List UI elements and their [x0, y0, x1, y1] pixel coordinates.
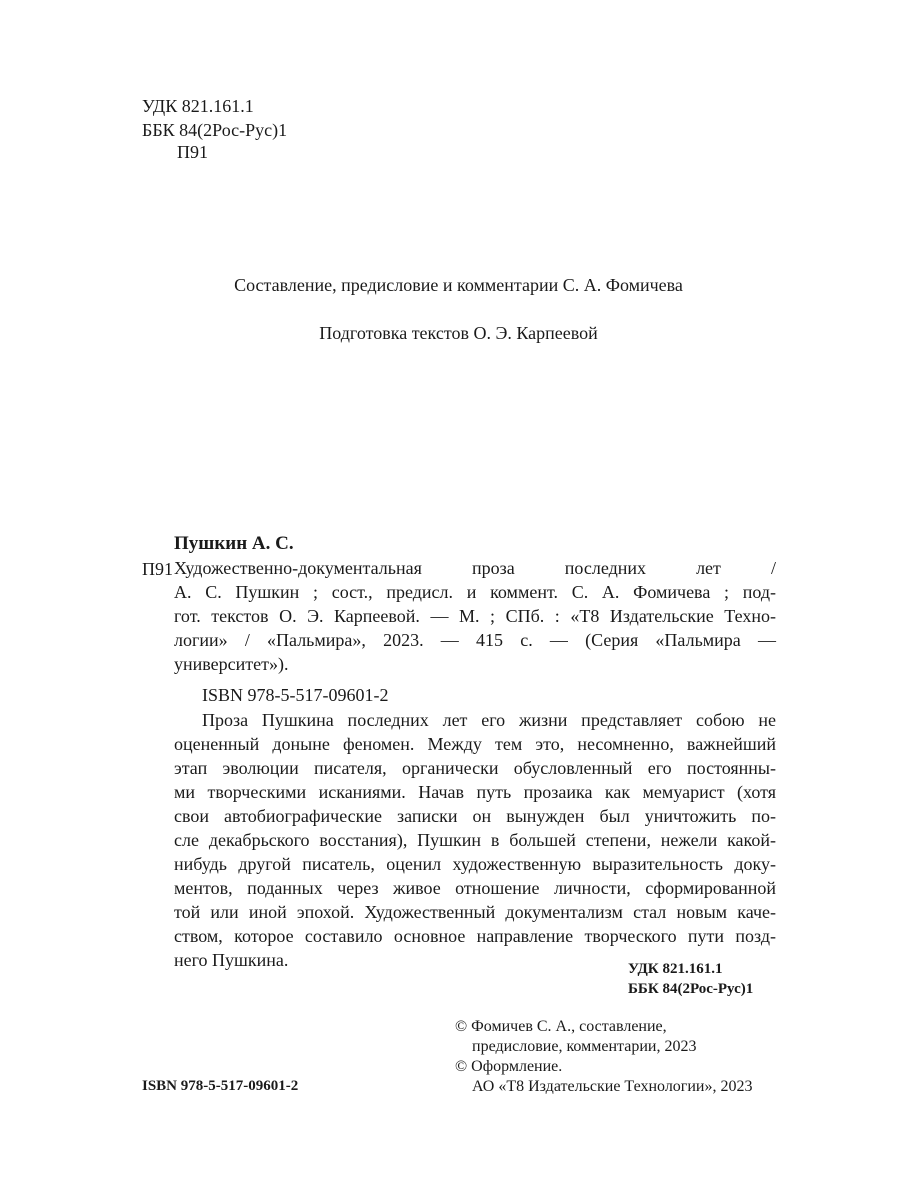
card-isbn: ISBN 978-5-517-09601-2	[202, 685, 389, 705]
copyright-line: АО «Т8 Издательские Технологии», 2023	[472, 1078, 753, 1095]
footer-udk: УДК 821.161.1	[628, 961, 723, 977]
text-preparation-credit: Подготовка текстов О. Э. Карпеевой	[319, 323, 598, 343]
card-description-line: Художественно-документальная проза последних лет /	[174, 558, 776, 578]
udk-classification: УДК 821.161.1	[142, 96, 254, 116]
annotation-line: сле декабрьского восстания), Пушкин в большей степени, нежели какой-	[174, 830, 776, 850]
card-description-line: гот. текстов О. Э. Карпеевой. — М. ; СПб. : «Т8 Издательские Техно-	[174, 606, 776, 626]
card-author: Пушкин А. С.	[174, 533, 294, 554]
card-description-line: университет»).	[174, 654, 289, 674]
annotation-line: ментов, поданных через живое отношение личности, сформированной	[174, 878, 776, 898]
copyright-line: предисловие, комментарии, 2023	[472, 1038, 697, 1055]
author-code: П91	[177, 142, 208, 162]
annotation-line: оцененный доныне феномен. Между тем это, несомненно, важнейший	[174, 734, 776, 754]
card-author-code: П91	[142, 559, 173, 579]
card-description-line: А. С. Пушкин ; сост., предисл. и коммент. С. А. Фомичева ; под-	[174, 582, 776, 602]
copyright-line: © Фомичев С. А., составление,	[455, 1018, 667, 1035]
annotation-line: ством, которое составило основное направление творческого пути позд-	[174, 926, 776, 946]
footer-bbk: ББК 84(2Рос-Рус)1	[628, 981, 754, 997]
copyright-line: © Оформление.	[455, 1058, 563, 1075]
annotation-line: нибудь другой писатель, оценил художественную выразительность доку-	[174, 854, 776, 874]
annotation-line: него Пушкина.	[174, 950, 289, 970]
compilation-credit: Составление, предисловие и комментарии С. А. Фомичева	[234, 275, 683, 295]
annotation-line: Проза Пушкина последних лет его жизни представляет собою не	[202, 710, 776, 730]
footer-isbn: ISBN 978-5-517-09601-2	[142, 1078, 299, 1094]
card-description-line: логии» / «Пальмира», 2023. — 415 с. — (Серия «Пальмира —	[174, 630, 776, 650]
annotation-line: ми творческими исканиями. Начав путь прозаика как мемуарист (хотя	[174, 782, 776, 802]
annotation-line: этап эволюции писателя, органически обусловленный его постоянны-	[174, 758, 776, 778]
bbk-classification: ББК 84(2Рос-Рус)1	[142, 120, 288, 140]
annotation-line: свои автобиографические записки он вынужден был уничтожить по-	[174, 806, 776, 826]
annotation-line: той или иной эпохой. Художественный документализм стал новым каче-	[174, 902, 776, 922]
